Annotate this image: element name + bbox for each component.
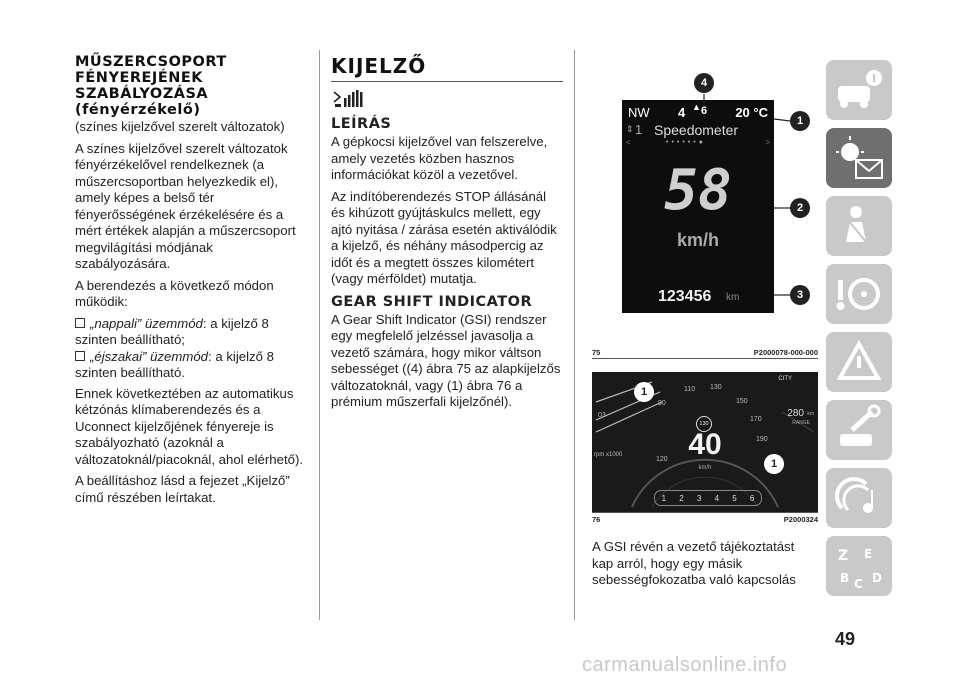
paragraph: Az indítóberendezés STOP állásánál és kihúzott gyújtáskulcs mellett, egy ajtó nyitása / zárása esetén aktiválódik a kijelző, és néhány másodpercig az időt és a megtett összes kilométert (vagy mérföldet) mutatja.	[331, 188, 557, 286]
callout-badge: 1	[790, 111, 810, 131]
speed-readout: 58	[664, 158, 732, 223]
leiras-heading: LEÍRÁS	[331, 116, 392, 132]
scale-label: 150	[736, 398, 748, 405]
speed-unit: km/h	[698, 465, 712, 471]
figure-code: P2000078-000-000	[753, 348, 818, 357]
figure-number: 76	[592, 515, 601, 524]
paragraph: A gépkocsi kijelzővel van felszerelve, amely vezetés közben hasznos információkat közöl a vezetővel.	[331, 134, 548, 182]
gear-item: 3	[696, 493, 702, 503]
gsi-heading: GEAR SHIFT INDICATOR	[331, 293, 533, 310]
paragraph: A színes kijelzővel szerelt változatok fényérzékelővel rendelkeznek (a műszercsoportban helyezkedik el), amely képes a belső tér fényerősségének érzékelésére és a mért értékek alapján a műszercsoport megvilágítási módjának szabályozására.	[75, 140, 296, 271]
svg-text:D: D	[872, 571, 882, 585]
tab-starting-driving[interactable]	[826, 264, 892, 324]
range-value: 280	[787, 408, 804, 419]
gear-up-arrow-icon: ▲	[692, 102, 701, 112]
column-right	[592, 58, 818, 594]
scale-label: 90	[658, 400, 666, 407]
rpm-label: rpm x1000	[594, 452, 623, 458]
compass-heading: NW	[628, 105, 650, 120]
callout-badge: 1	[764, 454, 784, 474]
display-symbol-icon	[331, 88, 563, 110]
tab-index[interactable]	[826, 536, 892, 596]
paragraph: A beállításhoz lásd a fejezet „Kijelző” című részében leírtakat.	[75, 473, 290, 505]
gear-item: 5	[732, 493, 737, 503]
scale-label: 120	[656, 456, 668, 463]
speed-limit-sign: 130	[696, 416, 712, 432]
scale-label: 110	[684, 386, 696, 393]
menu-updown-icon: ⇕	[626, 124, 634, 134]
gear-item: 6	[749, 493, 755, 503]
heading-line: SZABÁLYOZÁSA	[75, 86, 209, 102]
suggested-gear: 6	[701, 105, 708, 117]
figure-number: 75	[592, 348, 601, 357]
speed-readout: 40	[688, 428, 722, 461]
gear-item: 2	[679, 493, 684, 503]
range-label: RANGE	[792, 420, 810, 426]
gear-item: 4	[714, 493, 720, 503]
section-title: KIJELZŐ	[331, 54, 563, 82]
odometer-unit: km	[726, 292, 740, 303]
paragraph: A berendezés a következő módon működik:	[75, 277, 274, 309]
paragraph: A GSI révén a vezető tájékoztatást kap arról, hogy egy másik sebességfokozatba való kapcsolás	[592, 539, 796, 587]
tab-safety[interactable]	[826, 196, 892, 256]
column-middle	[331, 54, 563, 416]
figure-76	[592, 372, 818, 513]
drive-mode-label: CITY	[778, 376, 792, 382]
car-info-icon	[826, 60, 892, 120]
subtitle: (színes kijelzővel szerelt változatok)	[75, 119, 285, 134]
menu-label: Speedometer	[654, 122, 739, 138]
scale-label: 130	[710, 384, 722, 391]
alphabet-index-icon	[826, 536, 892, 596]
svg-text:E: E	[864, 547, 873, 561]
bullet-item: „nappali” üzemmód: a kijelző 8 szinten beállítható;	[75, 315, 269, 347]
column-divider	[574, 50, 575, 620]
callout-badge: 4	[694, 73, 714, 93]
odometer: 123456	[658, 288, 712, 305]
callout-badge: 3	[790, 285, 810, 305]
outside-temperature: 20 °C	[735, 105, 768, 120]
tab-car-info[interactable]	[826, 60, 892, 120]
svg-text:C: C	[854, 577, 863, 591]
scale-label: 170	[750, 416, 762, 423]
seatbelt-airbag-icon	[826, 196, 892, 256]
steering-key-icon	[826, 264, 892, 324]
breakdown-triangle-icon	[826, 332, 892, 392]
service-wrench-icon	[826, 400, 892, 460]
multimedia-icon	[826, 468, 892, 528]
range-unit: km	[807, 411, 814, 417]
figure-75	[592, 58, 818, 359]
menu-left-arrow-icon: <	[626, 138, 631, 147]
gear-item: 1	[661, 493, 667, 503]
figure-code: P2000324	[783, 515, 818, 524]
callout-leader-lines	[592, 58, 818, 358]
watermark: carmanualsonline.info	[582, 654, 788, 676]
warning-light-message-icon	[826, 128, 892, 188]
speed-unit: km/h	[676, 230, 719, 250]
column-left	[75, 54, 307, 511]
tab-multimedia[interactable]	[826, 468, 892, 528]
tab-warning-lights[interactable]	[826, 128, 892, 188]
figure-caption	[592, 513, 818, 525]
callout-badge: 2	[790, 198, 810, 218]
menu-page-dots: ••••••●	[666, 139, 706, 146]
column-divider	[319, 50, 320, 620]
heading-line: FÉNYEREJÉNEK	[75, 70, 203, 86]
bullet-square-icon	[75, 351, 85, 361]
heading-line: MŰSZERCSOPORT	[75, 54, 227, 70]
svg-text:B: B	[840, 571, 850, 585]
gear-indicator-left: 03	[598, 412, 606, 419]
gear-selector-bar	[654, 490, 762, 506]
bullet-item: „éjszakai” üzemmód: a kijelző 8 szinten beállítható.	[75, 348, 274, 380]
bullet-square-icon	[75, 318, 85, 328]
scale-label: 190	[756, 436, 768, 443]
menu-index: 1	[635, 122, 643, 137]
paragraph: Ennek következtében az automatikus kétzónás klímaberendezés és a Uconnect kijelzőjének fényereje is szabályozható (azoknál a változatoknál/piacoknál, ahol elérhető).	[75, 385, 303, 467]
menu-right-arrow-icon: >	[765, 138, 770, 147]
figure-caption	[592, 346, 818, 358]
tab-emergency[interactable]	[826, 332, 892, 392]
page-number: 49	[835, 629, 856, 649]
svg-text:Z: Z	[838, 548, 849, 564]
current-gear: 4	[678, 105, 686, 120]
tab-maintenance[interactable]	[826, 400, 892, 460]
heading-line: (fényérzékelő)	[75, 102, 201, 118]
callout-badge: 1	[634, 382, 654, 402]
paragraph: A Gear Shift Indicator (GSI) rendszer egy megfelelő jelzéssel javasolja a vezető számára, hogy mikor váltson sebességet ((4) ábra 75 az alapkijelzős változatoknál, vagy (1) ábra 76 a prémium műszerfali kijelzőnél).	[331, 311, 561, 409]
